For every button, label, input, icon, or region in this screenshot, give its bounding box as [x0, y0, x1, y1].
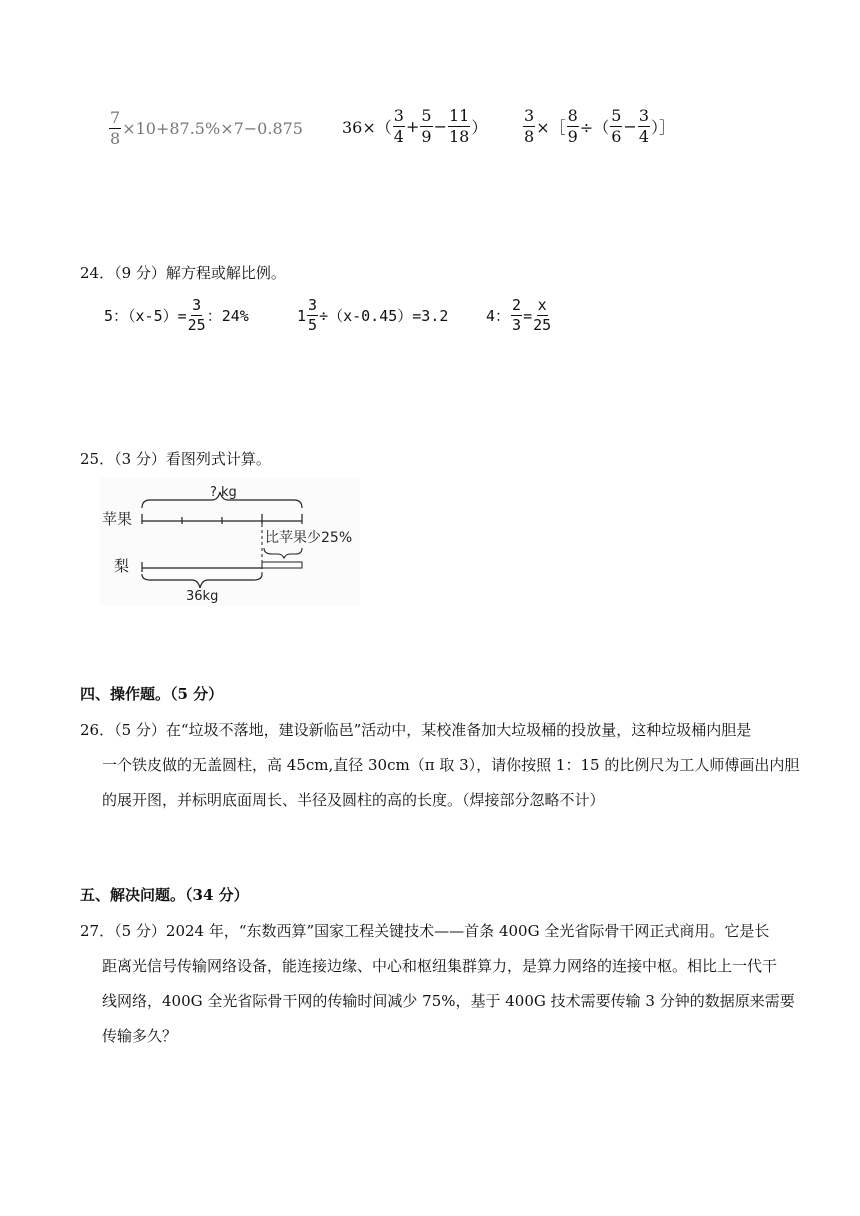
fraction: $\frac{7}{8}$	[110, 108, 121, 148]
pear-quantity-label: 36kg	[186, 589, 219, 604]
section-4-heading: 四、操作题。（5 分）	[80, 685, 224, 703]
fruit-segment-diagram	[100, 478, 360, 606]
q26-line-3: 的展开图，并标明底面周长、半径及圆柱的高的长度。（焊接部分忽略不计）	[102, 791, 605, 809]
q24-equation-3: 4： $\frac{2}{3}$ = $\frac{x}{25}$	[486, 296, 552, 334]
fraction: $\frac{11}{18}$	[448, 106, 470, 146]
q26-line-2: 一个铁皮做的无盖圆柱，高 45cm,直径 30cm（π 取 3），请你按照 1：15 的比例尺为工人师傅画出内胆	[102, 756, 800, 774]
section-5-heading: 五、解决问题。（34 分）	[80, 886, 249, 904]
q27-line-2: 距离光信号传输网络设备，能连接边缘、中心和枢纽集群算力，是算力网络的连接中枢。相比上一代干	[102, 957, 778, 975]
difference-label: 比苹果少25%	[265, 530, 353, 546]
q27-line-1: 27．（5 分）2024 年，“东数西算”国家工程关键技术——首条 400G 全光省际骨干网正式商用。它是长	[80, 922, 770, 940]
q24-equation-2: 1 $\frac{3}{5}$ ÷（x-0.45）=3.2	[297, 296, 449, 334]
q24-equation-1: 5：（x-5）= $\frac{3}{25}$ ：24%	[104, 296, 249, 334]
fraction: $\frac{5}{6}$	[611, 106, 622, 146]
q27-line-3: 线网络，400G 全光省际骨干网的传输时间减少 75%，基于 400G 技术需要传输 3 分钟的数据原来需要	[102, 992, 795, 1010]
q24-title: 24．（9 分）解方程或解比例。	[80, 264, 286, 282]
apple-total-label: ? kg	[210, 485, 237, 500]
q23-expression-1: $\frac{7}{8}$ ×10+87.5%×7−0.875	[110, 108, 303, 148]
q25-title: 25．（3 分）看图列式计算。	[80, 450, 271, 468]
apple-label: 苹果	[102, 510, 133, 528]
fraction: $\frac{8}{9}$	[567, 106, 578, 146]
q27-line-4: 传输多久？	[102, 1027, 178, 1045]
fraction: $\frac{3}{25}$	[187, 296, 206, 334]
q26-line-1: 26．（5 分）在“垃圾不落地，建设新临邑”活动中，某校准备加大垃圾桶的投放量，这种垃圾桶内胆是	[80, 721, 752, 739]
pear-label: 梨	[114, 557, 130, 575]
fraction: $\frac{5}{9}$	[421, 106, 432, 146]
fraction: $\frac{3}{4}$	[393, 106, 404, 146]
fraction: $\frac{3}{5}$	[308, 296, 318, 334]
fraction: $\frac{x}{25}$	[533, 296, 552, 334]
fraction: $\frac{2}{3}$	[512, 296, 522, 334]
fraction: $\frac{3}{8}$	[524, 106, 535, 146]
q23-expression-2: 36×（ $\frac{3}{4}$ + $\frac{5}{9}$ − $\frac{11}{18}$ ）	[342, 106, 488, 146]
fraction: $\frac{3}{4}$	[638, 106, 649, 146]
q23-expression-3: $\frac{3}{8}$ ×［ $\frac{8}{9}$ ÷（ $\frac{5}{6}$ − $\frac{3}{4}$ ）］	[524, 106, 676, 146]
